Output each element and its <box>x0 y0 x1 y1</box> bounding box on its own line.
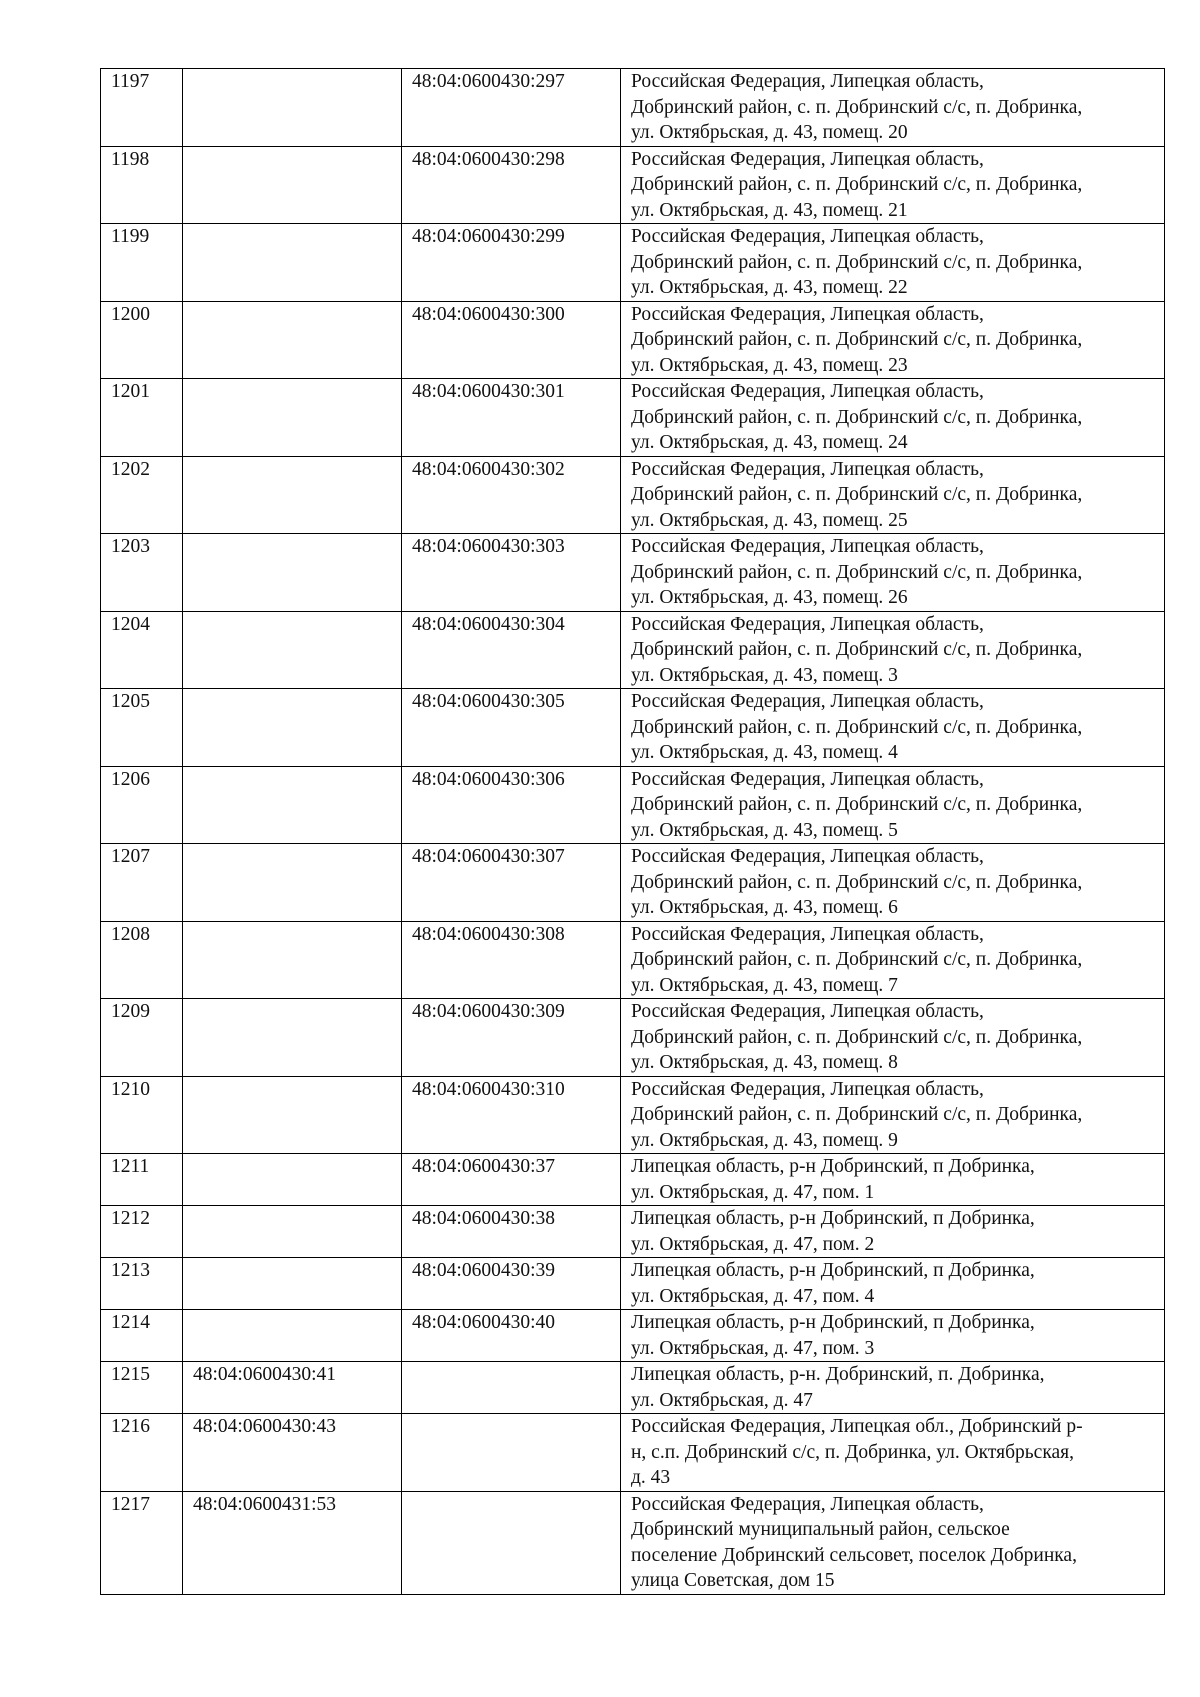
land-plot-number-cell <box>183 1154 402 1206</box>
address-cell <box>621 1310 1165 1362</box>
address-cell <box>621 766 1165 844</box>
object-cadastral-number-cell: 48:04:0600430:310 <box>402 1076 621 1154</box>
address-line: ул. Октябрьская, д. 47, пом. 1 <box>631 1181 875 1203</box>
table-row <box>101 1362 1165 1414</box>
address-line: Российская Федерация, Липецкая область, <box>631 536 984 557</box>
table-row <box>101 844 1165 922</box>
row-number-cell: 1201 <box>101 379 183 457</box>
address-line: Российская Федерация, Липецкая область, <box>631 303 984 325</box>
address-line: Добринский район, с. п. Добринский с/с, п. Добринка, <box>631 174 1083 195</box>
address-cell <box>621 999 1165 1077</box>
address-line: поселение Добринский сельсовет, поселок Добринка, <box>631 1544 1077 1566</box>
address-line: Добринский район, с. п. Добринский с/с, п. Добринка, <box>631 639 1083 660</box>
address-line: ул. Октябрьская, д. 47 <box>631 1389 813 1411</box>
address-line: ул. Октябрьская, д. 43, помещ. 22 <box>631 277 908 298</box>
object-cadastral-number-cell: 48:04:0600430:303 <box>402 534 621 612</box>
address-line: Российская Федерация, Липецкая область, <box>631 148 984 170</box>
address-line: ул. Октябрьская, д. 43, помещ. 20 <box>631 122 908 143</box>
object-cadastral-number-cell: 48:04:0600430:309 <box>402 999 621 1077</box>
table-row <box>101 146 1165 224</box>
object-cadastral-number-cell: 48:04:0600430:308 <box>402 921 621 999</box>
address-line: Добринский район, с. п. Добринский с/с, п. Добринка, <box>631 329 1083 350</box>
address-line: ул. Октябрьская, д. 43, помещ. 7 <box>631 974 898 996</box>
row-number-cell: 1202 <box>101 456 183 534</box>
object-cadastral-number-cell: 48:04:0600430:307 <box>402 844 621 922</box>
row-number-cell: 1212 <box>101 1206 183 1258</box>
row-number-cell: 1208 <box>101 921 183 999</box>
address-line: ул. Октябрьская, д. 43, помещ. 4 <box>631 742 898 763</box>
address-cell <box>621 379 1165 457</box>
row-number-cell: 1198 <box>101 146 183 224</box>
address-line: Добринский район, с. п. Добринский с/с, п. Добринка, <box>631 794 1083 815</box>
address-cell <box>621 1491 1165 1594</box>
address-line: Российская Федерация, Липецкая область, <box>631 381 984 402</box>
address-line: ул. Октябрьская, д. 43, помещ. 8 <box>631 1052 898 1073</box>
table-row <box>101 534 1165 612</box>
address-line: Добринский муниципальный район, сельское <box>631 1519 1010 1540</box>
object-cadastral-number-cell: 48:04:0600430:306 <box>402 766 621 844</box>
object-cadastral-number-cell <box>402 1414 621 1492</box>
address-line: Российская Федерация, Липецкая область, <box>631 1078 984 1100</box>
land-plot-number-cell <box>183 844 402 922</box>
address-cell <box>621 301 1165 379</box>
table-row <box>101 1310 1165 1362</box>
object-cadastral-number-cell: 48:04:0600430:39 <box>402 1258 621 1310</box>
table-row <box>101 611 1165 689</box>
address-line: Добринский район, с. п. Добринский с/с, п. Добринка, <box>631 949 1083 970</box>
address-line: Добринский район, с. п. Добринский с/с, п. Добринка, <box>631 406 1083 428</box>
address-cell <box>621 689 1165 767</box>
table-row <box>101 1414 1165 1492</box>
land-plot-number-cell <box>183 301 402 379</box>
address-cell <box>621 1206 1165 1258</box>
address-line: Российская Федерация, Липецкая область, <box>631 923 984 945</box>
address-line: Российская Федерация, Липецкая область, <box>631 1493 984 1515</box>
land-plot-number-cell <box>183 1206 402 1258</box>
land-plot-number-cell <box>183 69 402 147</box>
address-cell <box>621 69 1165 147</box>
table-row <box>101 301 1165 379</box>
land-plot-number-cell <box>183 534 402 612</box>
row-number-cell: 1214 <box>101 1310 183 1362</box>
address-line: Добринский район, с. п. Добринский с/с, п. Добринка, <box>631 561 1083 583</box>
address-cell <box>621 1414 1165 1492</box>
address-cell <box>621 1258 1165 1310</box>
table-row <box>101 379 1165 457</box>
address-line: д. 43 <box>631 1467 671 1488</box>
object-cadastral-number-cell <box>402 1362 621 1414</box>
land-plot-number-cell <box>183 456 402 534</box>
address-line: ул. Октябрьская, д. 43, помещ. 24 <box>631 432 908 453</box>
registry-table <box>100 68 1165 1595</box>
object-cadastral-number-cell: 48:04:0600430:300 <box>402 301 621 379</box>
table-row <box>101 1491 1165 1594</box>
row-number-cell: 1203 <box>101 534 183 612</box>
address-line: Липецкая область, р-н Добринский, п Добринка, <box>631 1260 1035 1281</box>
address-line: Российская Федерация, Липецкая область, <box>631 1001 984 1022</box>
land-plot-number-cell <box>183 921 402 999</box>
table-row <box>101 999 1165 1077</box>
row-number-cell: 1217 <box>101 1491 183 1594</box>
table-row <box>101 456 1165 534</box>
land-plot-number-cell <box>183 999 402 1077</box>
table-row <box>101 1076 1165 1154</box>
object-cadastral-number-cell: 48:04:0600430:297 <box>402 69 621 147</box>
row-number-cell: 1200 <box>101 301 183 379</box>
address-line: ул. Октябрьская, д. 43, помещ. 23 <box>631 354 908 376</box>
table-row <box>101 1154 1165 1206</box>
address-line: Липецкая область, р-н. Добринский, п. Добринка, <box>631 1364 1045 1385</box>
object-cadastral-number-cell: 48:04:0600430:304 <box>402 611 621 689</box>
land-plot-number-cell <box>183 146 402 224</box>
address-cell <box>621 1362 1165 1414</box>
land-plot-number-cell <box>183 1258 402 1310</box>
object-cadastral-number-cell <box>402 1491 621 1594</box>
address-line: ул. Октябрьская, д. 43, помещ. 21 <box>631 199 908 221</box>
address-cell <box>621 844 1165 922</box>
address-line: Липецкая область, р-н Добринский, п Добринка, <box>631 1156 1035 1177</box>
address-line: Добринский район, с. п. Добринский с/с, п. Добринка, <box>631 96 1083 118</box>
address-line: Российская Федерация, Липецкая область, <box>631 691 984 712</box>
row-number-cell: 1209 <box>101 999 183 1077</box>
row-number-cell: 1207 <box>101 844 183 922</box>
row-number-cell: 1205 <box>101 689 183 767</box>
address-line: ул. Октябрьская, д. 47, пом. 2 <box>631 1233 875 1255</box>
address-cell <box>621 534 1165 612</box>
row-number-cell: 1211 <box>101 1154 183 1206</box>
address-line: Липецкая область, р-н Добринский, п Добринка, <box>631 1312 1035 1333</box>
row-number-cell: 1213 <box>101 1258 183 1310</box>
table-row <box>101 921 1165 999</box>
land-plot-number-cell: 48:04:0600430:41 <box>183 1362 402 1414</box>
row-number-cell: 1199 <box>101 224 183 302</box>
object-cadastral-number-cell: 48:04:0600430:38 <box>402 1206 621 1258</box>
address-cell <box>621 1154 1165 1206</box>
land-plot-number-cell <box>183 766 402 844</box>
land-plot-number-cell <box>183 1076 402 1154</box>
land-plot-number-cell <box>183 689 402 767</box>
table-row <box>101 1258 1165 1310</box>
object-cadastral-number-cell: 48:04:0600430:298 <box>402 146 621 224</box>
address-line: н, с.п. Добринский с/с, п. Добринка, ул. Октябрьская, <box>631 1441 1075 1463</box>
land-plot-number-cell <box>183 611 402 689</box>
address-line: Российская Федерация, Липецкая область, <box>631 71 984 92</box>
address-line: ул. Октябрьская, д. 43, помещ. 26 <box>631 587 908 608</box>
table-row <box>101 69 1165 147</box>
address-line: Российская Федерация, Липецкая обл., Добринский р- <box>631 1416 1083 1437</box>
table-row <box>101 1206 1165 1258</box>
address-line: ул. Октябрьская, д. 43, помещ. 6 <box>631 897 898 918</box>
land-plot-number-cell <box>183 379 402 457</box>
registry-table-body <box>101 69 1165 1595</box>
table-row <box>101 689 1165 767</box>
row-number-cell: 1216 <box>101 1414 183 1492</box>
object-cadastral-number-cell: 48:04:0600430:299 <box>402 224 621 302</box>
address-line: Российская Федерация, Липецкая область, <box>631 458 984 480</box>
address-cell <box>621 146 1165 224</box>
address-line: ул. Октябрьская, д. 43, помещ. 3 <box>631 664 898 686</box>
address-line: Российская Федерация, Липецкая область, <box>631 846 984 867</box>
address-line: Российская Федерация, Липецкая область, <box>631 226 984 247</box>
row-number-cell: 1204 <box>101 611 183 689</box>
address-line: улица Советская, дом 15 <box>631 1570 835 1591</box>
table-row <box>101 766 1165 844</box>
address-line: ул. Октябрьская, д. 43, помещ. 25 <box>631 509 908 531</box>
object-cadastral-number-cell: 48:04:0600430:37 <box>402 1154 621 1206</box>
land-plot-number-cell <box>183 224 402 302</box>
address-cell <box>621 456 1165 534</box>
object-cadastral-number-cell: 48:04:0600430:40 <box>402 1310 621 1362</box>
row-number-cell: 1210 <box>101 1076 183 1154</box>
address-line: ул. Октябрьская, д. 47, пом. 4 <box>631 1285 875 1307</box>
address-cell <box>621 921 1165 999</box>
address-line: ул. Октябрьская, д. 43, помещ. 9 <box>631 1129 898 1151</box>
address-line: Российская Федерация, Липецкая область, <box>631 613 984 635</box>
object-cadastral-number-cell: 48:04:0600430:302 <box>402 456 621 534</box>
object-cadastral-number-cell: 48:04:0600430:305 <box>402 689 621 767</box>
address-line: Добринский район, с. п. Добринский с/с, п. Добринка, <box>631 1104 1083 1125</box>
address-line: Добринский район, с. п. Добринский с/с, п. Добринка, <box>631 484 1083 505</box>
row-number-cell: 1197 <box>101 69 183 147</box>
address-line: ул. Октябрьская, д. 43, помещ. 5 <box>631 819 898 841</box>
land-plot-number-cell: 48:04:0600430:43 <box>183 1414 402 1492</box>
table-row <box>101 224 1165 302</box>
land-plot-number-cell <box>183 1310 402 1362</box>
address-cell <box>621 224 1165 302</box>
address-cell <box>621 611 1165 689</box>
address-line: ул. Октябрьская, д. 47, пом. 3 <box>631 1337 875 1359</box>
address-line: Липецкая область, р-н Добринский, п Добринка, <box>631 1208 1035 1229</box>
address-line: Добринский район, с. п. Добринский с/с, п. Добринка, <box>631 251 1083 273</box>
row-number-cell: 1206 <box>101 766 183 844</box>
address-line: Добринский район, с. п. Добринский с/с, п. Добринка, <box>631 871 1083 893</box>
address-line: Добринский район, с. п. Добринский с/с, п. Добринка, <box>631 716 1083 738</box>
address-line: Добринский район, с. п. Добринский с/с, п. Добринка, <box>631 1026 1083 1048</box>
address-cell <box>621 1076 1165 1154</box>
object-cadastral-number-cell: 48:04:0600430:301 <box>402 379 621 457</box>
land-plot-number-cell: 48:04:0600431:53 <box>183 1491 402 1594</box>
address-line: Российская Федерация, Липецкая область, <box>631 768 984 790</box>
row-number-cell: 1215 <box>101 1362 183 1414</box>
